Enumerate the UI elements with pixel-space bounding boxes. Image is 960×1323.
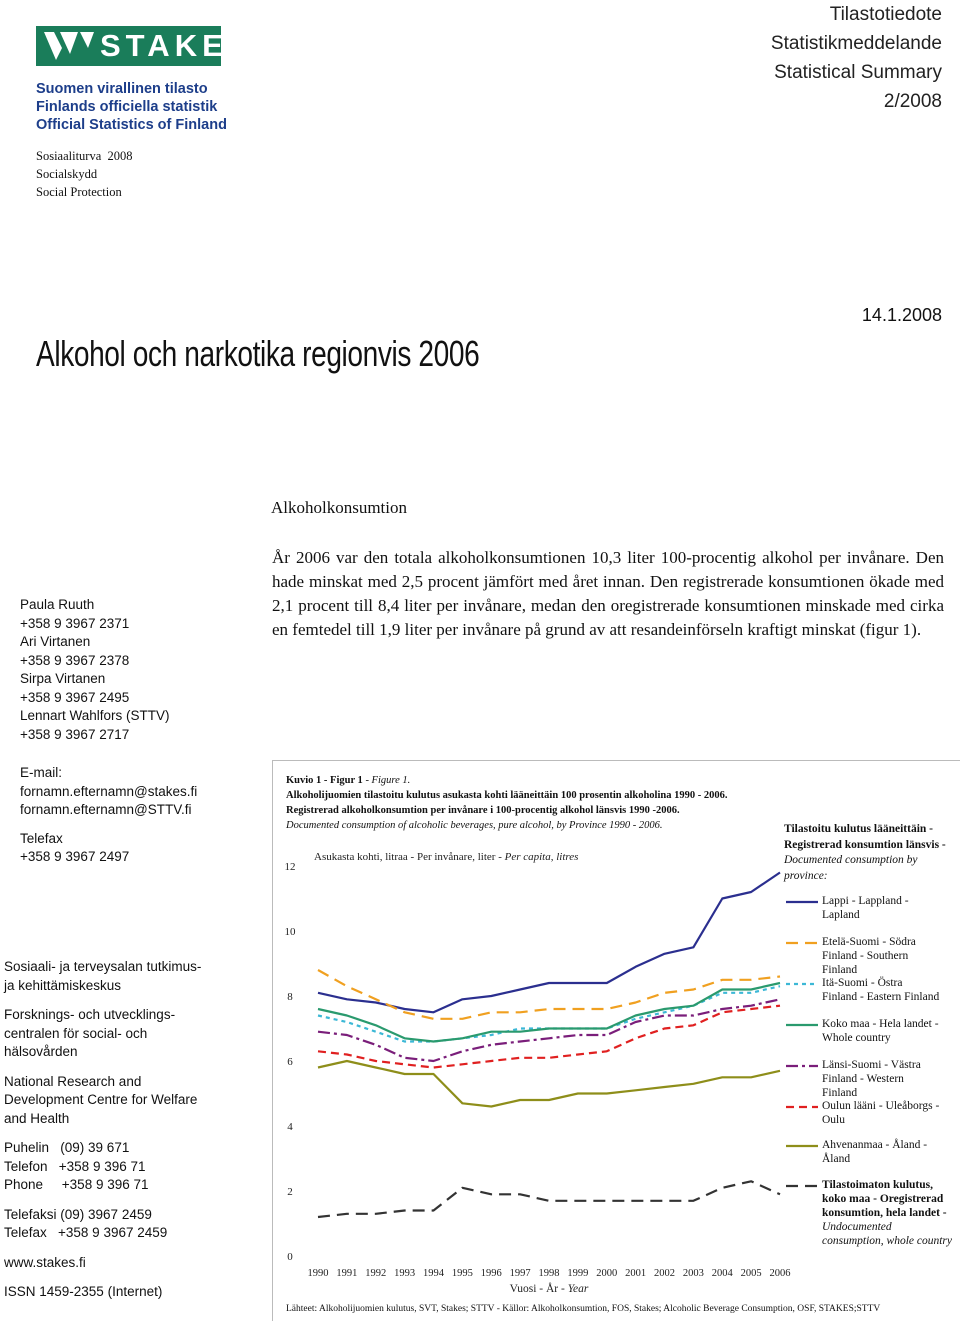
x-tick-label: 1994 [423,1268,444,1279]
issue-number: 2/2008 [883,91,942,112]
legend-unrecorded-bold: Tilastoimaton kulutus, koko maa - Oregistrerad konsumtion, hela landet - [822,1179,947,1219]
x-tick-label: 2000 [596,1268,618,1279]
x-tick-label: 1992 [365,1268,387,1279]
logo-tagline [36,80,251,134]
x-tick-label: 1998 [538,1268,560,1279]
y-axis-label: Asukasta kohti, litraa - Per invånare, liter - Per capita, litres [314,851,579,863]
series-sv: Socialskydd [36,167,98,181]
legend-title-italic: Documented consumption by province: [784,854,918,882]
telefax-label: Telefax [20,830,63,846]
line-chart [272,840,812,1302]
pubtype-sv: Statistikmeddelande [770,33,942,54]
series-fi: Sosiaaliturva 2008 [36,149,133,163]
legend-unrecorded-italic: Undocumented consumption, whole country [822,1221,952,1247]
contact-name: Ari Virtanen [20,634,91,649]
series-line [318,983,780,1042]
section-paragraph: År 2006 var den totala alkoholkonsumtionen 10,3 liter 100-procentig alkohol per invånare. Den hade minskat med 2,5 procent jämfört med året innan. Den registrerade konsumtionen ökade med 2,1 procent till 8,4 liter per invånare, medan den oregistrerade konsumtionen minskade med cirka en femtedel till 1,9 liter per invånare på grund av att resandeinförseln kraftigt minskat (figur 1). [272,548,944,639]
x-tick-label: 2006 [769,1268,791,1279]
contact-name: Paula Ruuth [20,597,95,612]
x-tick-label: 1997 [509,1268,531,1279]
x-tick-label: 1999 [567,1268,589,1279]
publication-type [771,0,942,116]
series-line [318,1061,780,1107]
series-line [318,970,780,1019]
institution-name-en: National Research and Development Centre for Welfare and Health [4,1073,198,1126]
x-axis-label: Vuosi - År - Year [509,1283,589,1295]
contact-phone: +358 9 3967 2495 [20,689,130,705]
legend-label-lappi: Lappi - Lappland - Lapland [822,895,909,921]
legend-label-lansi: Länsi-Suomi - Västra Finland - Western Finland [822,1059,921,1099]
email-link[interactable]: fornamn.efternamn@STTV.fi [20,802,192,817]
x-tick-label: 1993 [394,1268,416,1279]
y-tick-label: 2 [287,1186,293,1198]
series-en: Social Protection [36,185,122,199]
logo-band [36,26,254,66]
institution-name-fi: Sosiaali- ja terveysalan tutkimus- ja kehittämiskeskus [4,959,202,993]
y-tick-label: 4 [287,1121,293,1133]
contact-phone: +358 9 3967 2378 [20,652,130,668]
legend-swatches [784,890,820,1200]
email-link[interactable]: fornamn.efternamn@stakes.fi [20,783,198,799]
series-name [36,147,133,201]
x-tick-label: 2003 [682,1268,704,1279]
legend-label-unrecorded [822,1178,954,1248]
figure-source-text: Lähteet: Alkoholijuomien kulutus, SVT, Stakes; STTV - Källor: Alkoholkonsumtion, FOS, Stakes; Alcoholic Beverage Consumption, OSF, STAKES;STTV [286,1304,881,1314]
logo-line-fi: Suomen virallinen tilasto [36,81,208,97]
y-tick-label: 12 [284,861,296,873]
x-tick-label: 2005 [740,1268,762,1279]
figure-title-fi: Alkoholijuomien tilastoitu kulutus asukasta kohti lääneittäin 100 prosentin alkoholina 1990 - 2006. [286,790,728,801]
section-heading: Alkoholkonsumtion [271,498,408,517]
contact-phone: +358 9 3967 2717 [20,726,130,742]
legend-label-koko: Koko maa - Hela landet - Whole country [822,1018,939,1044]
contact-email-fax [20,764,197,867]
y-tick-label: 10 [284,926,296,938]
series-line [318,873,780,1013]
institution-faxes: Telefaksi (09) 3967 2459 Telefax +358 9 3967 2459 [4,1206,168,1240]
figure-label-en: - Figure 1. [362,775,411,786]
x-tick-label: 1996 [480,1268,502,1279]
figure-title-en: Documented consumption of alcoholic beverages, pure alcohol, by Province 1990 - 2006. [286,820,663,831]
institution-name-sv: Forsknings- och utvecklings- centralen för social- och hälsovården [4,1007,176,1059]
x-tick-label: 1991 [336,1268,358,1279]
issn: ISSN 1459-2355 (Internet) [4,1284,163,1299]
logo-wordmark: STAKES [100,28,254,63]
stakes-emblem-icon [42,28,96,64]
publication-date: 14.1.2008 [861,305,942,325]
contact-name: Lennart Wahlfors (STTV) [20,708,170,723]
institution-block [4,958,244,1302]
y-tick-label: 0 [287,1251,293,1263]
y-tick-label: 6 [287,1056,293,1068]
figure-title-sv: Registrerad alkoholkonsumtion per invånare i 100-procentig alkohol länsvis 1990 -2006. [286,805,680,816]
telefax-number: +358 9 3967 2497 [20,849,130,864]
legend-label-oulu: Oulun lääni - Uleåborgs - Oulu [822,1100,940,1126]
figure-source [286,1304,880,1314]
legend-title-bold: Tilastoitu kulutus lääneittäin - Registrerad konsumtion länsvis - [784,823,946,851]
x-tick-label: 1990 [307,1268,329,1279]
logo-line-sv: Finlands officiella statistik [36,99,218,115]
institution-phones: Puhelin (09) 39 671 Telefon +358 9 396 71 Phone +358 9 396 71 [4,1140,149,1192]
stakes-logo [36,26,254,134]
x-tick-label: 2004 [711,1268,733,1279]
figure-label [286,775,410,786]
y-tick-label: 8 [287,991,293,1003]
logo-line-en: Official Statistics of Finland [36,117,227,133]
figure-label-bold: Kuvio 1 - Figur 1 [286,775,363,786]
page-title: Alkohol och narkotika regionvis 2006 [36,333,480,374]
x-tick-label: 2001 [625,1268,647,1279]
email-label: E-mail: [20,765,63,780]
legend-label-ita: Itä-Suomi - Östra Finland - Eastern Finland [822,977,940,1003]
contact-name: Sirpa Virtanen [20,671,106,686]
series-line [318,1181,780,1217]
x-tick-label: 1995 [451,1268,473,1279]
contact-list [20,596,170,744]
pubtype-fi: Tilastotiedote [829,4,942,25]
contact-phone: +358 9 3967 2371 [20,615,130,631]
series-line [318,986,780,1041]
x-tick-label: 2002 [654,1268,675,1279]
legend-label-ahvenanmaa: Ahvenanmaa - Åland - Åland [822,1139,928,1165]
legend-label-etela: Etelä-Suomi - Södra Finland - Southern Finland [822,936,916,976]
pubtype-en: Statistical Summary [774,62,942,83]
institution-website-link[interactable]: www.stakes.fi [4,1254,86,1270]
